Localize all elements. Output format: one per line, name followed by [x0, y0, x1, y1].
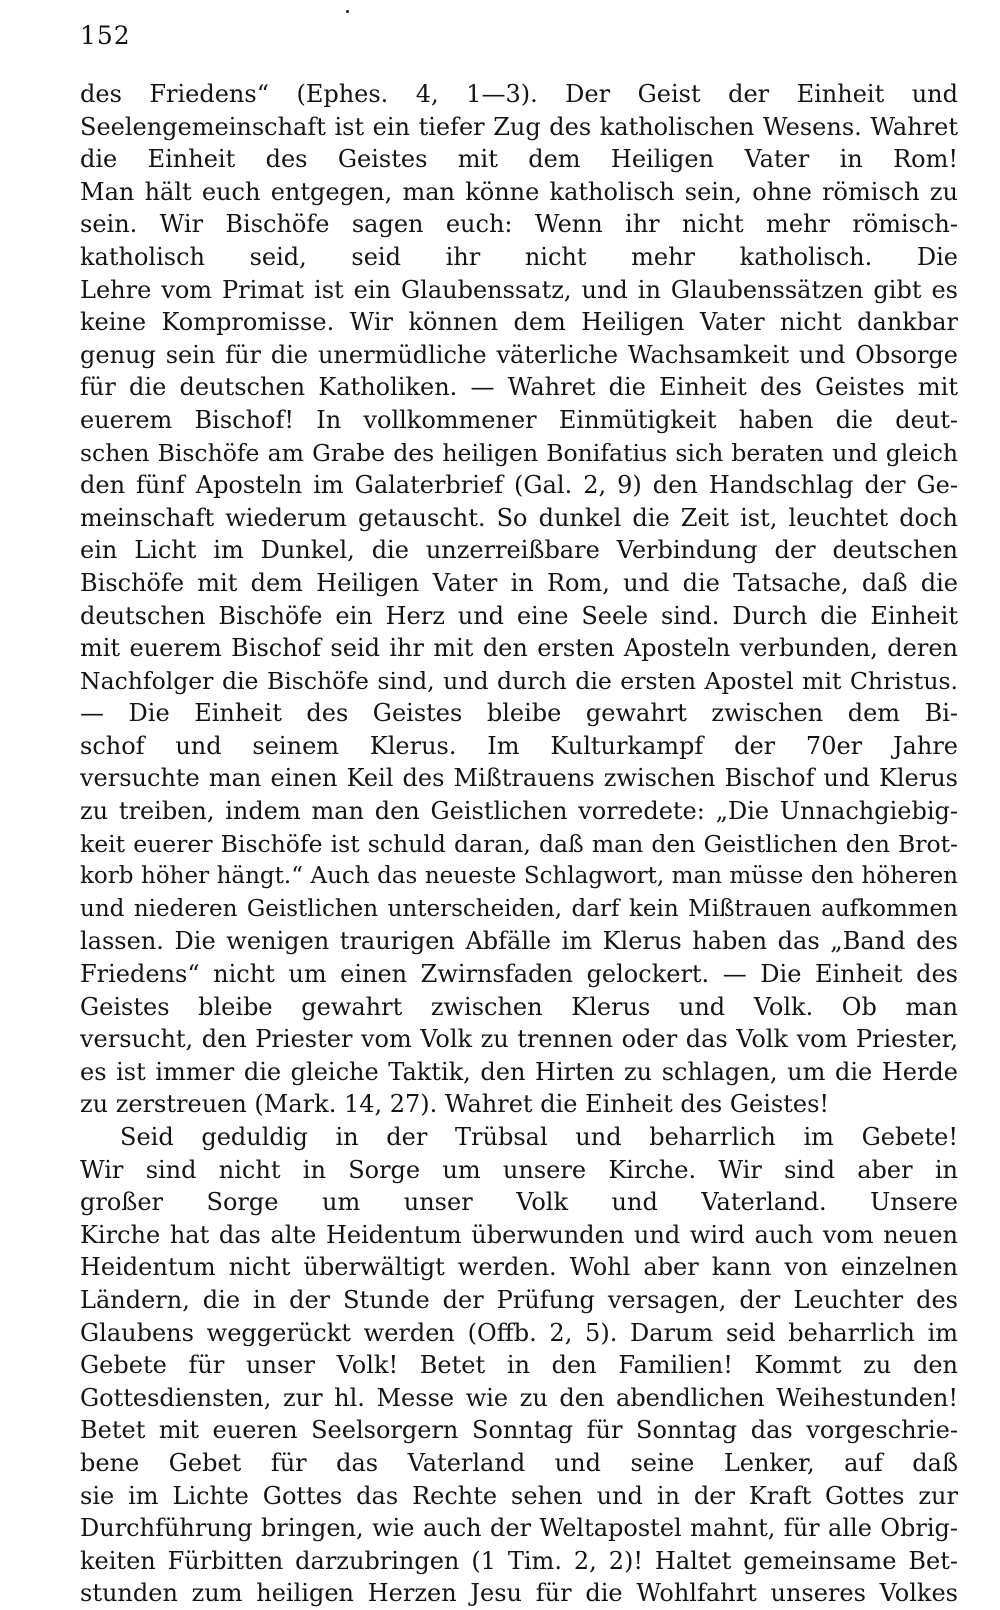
text-line: und niederen Geistlichen unterscheiden, darf kein Mißtrauen aufkommen — [80, 895, 958, 922]
text-line: Nachfolger die Bischöfe sind, und durch die ersten Apostel mit Christus. — [80, 666, 958, 695]
text-line: keiten Fürbitten darzubringen (1 Tim. 2, 2)! Haltet gemeinsame Bet- — [80, 1546, 958, 1575]
print-speck — [346, 10, 349, 13]
text-line: des Friedens“ (Ephes. 4, 1—3). Der Geist der Einheit und — [80, 80, 958, 108]
text-line: die Einheit des Geistes mit dem Heiligen Vater in Rom! — [80, 145, 958, 174]
text-line: keine Kompromisse. Wir können dem Heiligen Vater nicht dankbar — [80, 308, 958, 337]
text-line: — Die Einheit des Geistes bleibe gewahrt zwischen dem Bi- — [80, 699, 958, 728]
text-line: schen Bischöfe am Grabe des heiligen Bonifatius sich beraten und gleich — [80, 438, 958, 467]
text-line: Seelengemeinschaft ist ein tiefer Zug des katholischen Wesens. Wahret — [80, 112, 958, 141]
text-line: ein Licht im Dunkel, die unzerreißbare Verbindung der deutschen — [80, 536, 958, 565]
text-line: für die deutschen Katholiken. — Wahret die Einheit des Geistes mit — [80, 373, 958, 402]
body-text — [80, 78, 958, 1610]
text-line: Friedens“ nicht um einen Zwirnsfaden gelockert. — Die Einheit des — [80, 960, 958, 989]
text-line: großer Sorge um unser Volk und Vaterland. Unsere — [80, 1188, 958, 1217]
text-line: Gottesdiensten, zur hl. Messe wie zu den abendlichen Weihestunden! — [80, 1383, 958, 1412]
text-line: genug sein für die unermüdliche väterliche Wachsamkeit und Obsorge — [80, 340, 958, 369]
text-line: Ländern, die in der Stunde der Prüfung versagen, der Leuchter des — [80, 1285, 958, 1314]
text-line: Wir sind nicht in Sorge um unsere Kirche. Wir sind aber in — [80, 1155, 958, 1184]
text-line: sein. Wir Bischöfe sagen euch: Wenn ihr nicht mehr römisch- — [80, 210, 958, 239]
text-line: euerem Bischof! In vollkommener Einmütigkeit haben die deut- — [80, 405, 958, 434]
text-line: versuchte man einen Keil des Mißtrauens zwischen Bischof und Klerus — [80, 764, 958, 793]
text-line: den fünf Aposteln im Galaterbrief (Gal. 2, 9) den Handschlag der Ge- — [80, 471, 958, 500]
text-line: Durchführung bringen, wie auch der Weltapostel mahnt, für alle Obrig- — [80, 1514, 958, 1543]
paragraph-start-line: Seid geduldig in der Trübsal und beharrlich im Gebete! — [120, 1123, 958, 1151]
text-line: schof und seinem Klerus. Im Kulturkampf der 70er Jahre — [80, 731, 958, 760]
text-line: sie im Lichte Gottes das Rechte sehen und in der Kraft Gottes zur — [80, 1481, 958, 1510]
text-line: lassen. Die wenigen traurigen Abfälle im Klerus haben das „Band des — [80, 927, 958, 956]
text-line: Lehre vom Primat ist ein Glaubenssatz, und in Glaubenssätzen gibt es — [80, 275, 958, 304]
page-number: 152 — [80, 21, 131, 50]
text-line: deutschen Bischöfe ein Herz und eine Seele sind. Durch die Einheit — [80, 601, 958, 630]
text-line: Geistes bleibe gewahrt zwischen Klerus und Volk. Ob man — [80, 992, 958, 1021]
text-line: Bischöfe mit dem Heiligen Vater in Rom, und die Tatsache, daß die — [80, 568, 958, 597]
text-line: Kirche hat das alte Heidentum überwunden und wird auch vom neuen — [80, 1220, 958, 1249]
text-line: bene Gebet für das Vaterland und seine Lenker, auf daß — [80, 1448, 958, 1477]
text-line: mit euerem Bischof seid ihr mit den ersten Aposteln verbunden, deren — [80, 634, 958, 663]
text-line: Gebete für unser Volk! Betet in den Familien! Kommt zu den — [80, 1351, 958, 1380]
text-line: versucht, den Priester vom Volk zu trennen oder das Volk vom Priester, — [80, 1025, 958, 1054]
text-line: zu treiben, indem man den Geistlichen vorredete: „Die Unnachgiebig- — [80, 797, 958, 826]
text-line: Betet mit eueren Seelsorgern Sonntag für Sonntag das vorgeschrie- — [80, 1416, 958, 1445]
text-line: katholisch seid, seid ihr nicht mehr katholisch. Die — [80, 242, 958, 271]
text-line: korb höher hängt.“ Auch das neueste Schlagwort, man müsse den höheren — [80, 863, 958, 890]
text-line: Glaubens weggerückt werden (Offb. 2, 5). Darum seid beharrlich im — [80, 1318, 958, 1347]
text-line: Man hält euch entgegen, man könne katholisch sein, ohne römisch zu — [80, 177, 958, 206]
text-line: es ist immer die gleiche Taktik, den Hirten zu schlagen, um die Herde — [80, 1057, 958, 1086]
text-line: zu zerstreuen (Mark. 14, 27). Wahret die Einheit des Geistes! — [80, 1090, 830, 1119]
text-line: keit euerer Bischöfe ist schuld daran, daß man den Geistlichen den Brot- — [80, 829, 958, 858]
text-line: Heidentum nicht überwältigt werden. Wohl aber kann von einzelnen — [80, 1253, 958, 1282]
text-line: meinschaft wiederum getauscht. So dunkel die Zeit ist, leuchtet doch — [80, 503, 958, 532]
text-line: stunden zum heiligen Herzen Jesu für die Wohlfahrt unseres Volkes — [80, 1579, 958, 1608]
